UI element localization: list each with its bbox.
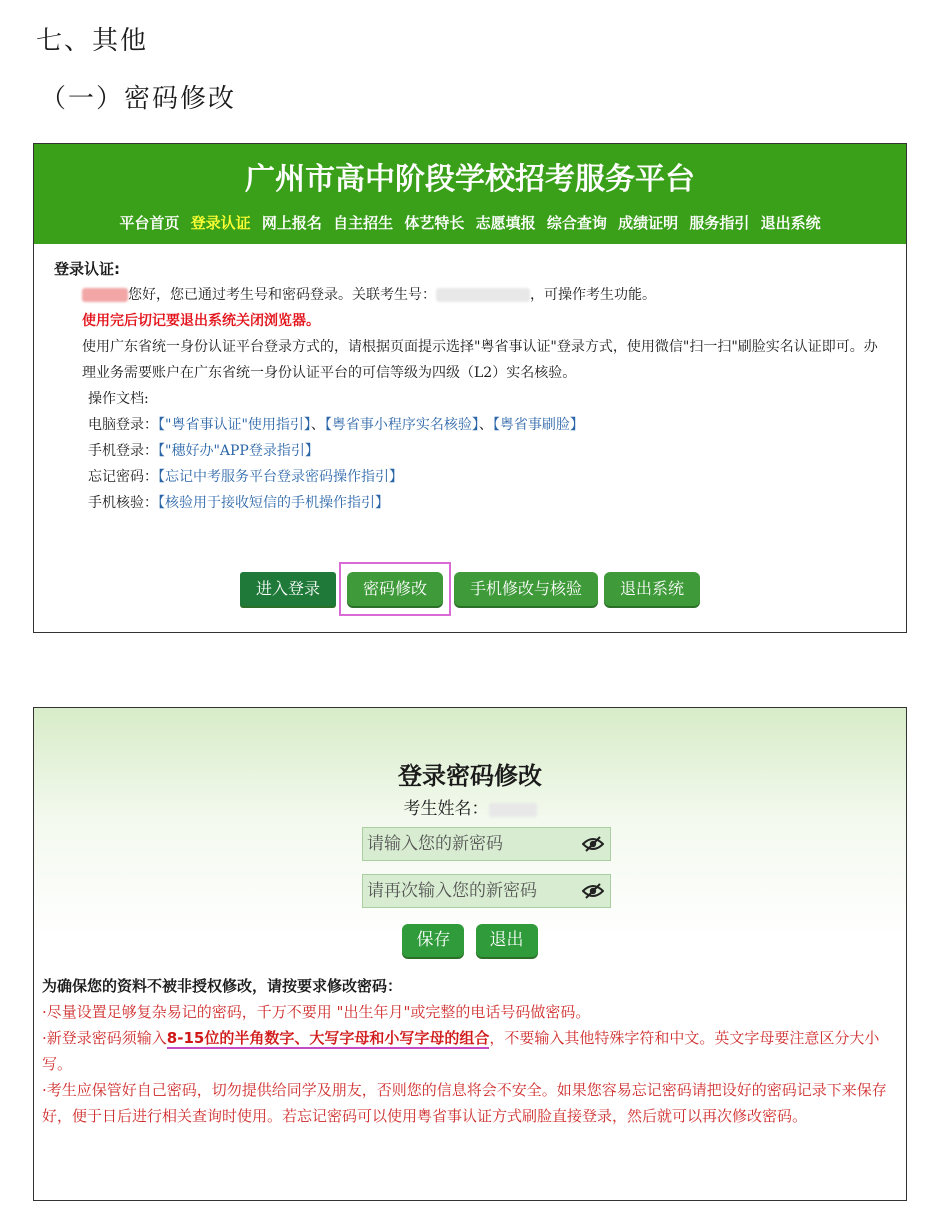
- rule-item: ·考生应保管好自己密码，切勿提供给同学及朋友，否则您的信息将会不安全。如果您容易忘记密码请把设好的密码记录下来保存好，便于日后进行相关查询时使用。若忘记密码可以使用粤省事认证方式刷脸直接登录，然后就可以再次修改密码。: [42, 1081, 887, 1125]
- change-password-button[interactable]: 密码修改: [347, 572, 443, 606]
- greeting-text: 您好，您已通过考生号和密码登录。关联考生号：: [128, 287, 436, 303]
- rule2-highlight: 8-15位的半角数字、大写字母和小写字母的组合: [166, 1029, 490, 1047]
- student-name-row: [34, 794, 906, 819]
- portal-nav: [34, 212, 906, 233]
- login-auth-panel: [54, 256, 886, 516]
- nav-item-preferences[interactable]: 志愿填报: [475, 214, 536, 232]
- rules-lead: 为确保您的资料不被非授权修改，请按要求修改密码：: [42, 977, 403, 995]
- password-rules: [42, 973, 896, 1129]
- redacted-student-name: [489, 803, 537, 817]
- logout-warning: 使用完后切记要退出系统关闭浏览器。: [82, 313, 320, 329]
- portal-screenshot: [33, 143, 907, 633]
- nav-item-service-guide[interactable]: 服务指引: [689, 214, 750, 232]
- forgot-password-row: [54, 464, 886, 490]
- yss-miniprogram-link[interactable]: 【粤省事小程序实名核验】: [324, 417, 479, 433]
- separator: 、: [478, 417, 493, 433]
- login-auth-title: 登录认证:: [54, 260, 120, 278]
- forgot-password-label: 忘记密码：: [88, 469, 158, 485]
- confirm-password-field[interactable]: [362, 874, 611, 908]
- auth-info: 使用广东省统一身份认证平台登录方式的，请根据页面提示选择"粤省事认证"登录方式，使用微信"扫一扫"刷脸实名认证即可。办理业务需要账户在广东省统一身份认证平台的可信等级为四级（L2）实名核验。: [82, 339, 878, 381]
- save-button[interactable]: 保存: [402, 924, 464, 957]
- password-change-title: 登录密码修改: [398, 762, 542, 790]
- shb-app-link[interactable]: 【"穗好办"APP登录指引】: [158, 443, 319, 459]
- section-heading: 七、其他: [36, 26, 149, 56]
- nav-item-independent-enrollment[interactable]: 自主招生: [333, 214, 394, 232]
- pc-login-row: [54, 412, 886, 438]
- eye-slash-icon[interactable]: [582, 882, 604, 905]
- nav-item-home[interactable]: 平台首页: [119, 214, 180, 232]
- mobile-login-row: [54, 438, 886, 464]
- rule2-start: ·新登录密码须输入: [42, 1029, 167, 1047]
- eye-slash-icon[interactable]: [582, 835, 604, 858]
- portal-actions: [34, 572, 906, 606]
- password-change-screenshot: [33, 707, 907, 1201]
- enter-login-button[interactable]: 进入登录: [240, 572, 336, 606]
- mobile-login-label: 手机登录：: [88, 443, 158, 459]
- portal-banner: [34, 144, 906, 244]
- nav-item-login-auth[interactable]: 登录认证: [190, 214, 251, 232]
- new-password-input[interactable]: [363, 828, 577, 860]
- greeting-text-end: ，可操作考生功能。: [530, 287, 656, 303]
- password-form-actions: [34, 924, 906, 957]
- nav-item-score-certificate[interactable]: 成绩证明: [618, 214, 679, 232]
- exit-button[interactable]: 退出: [476, 924, 538, 957]
- phone-verify-label: 手机核验：: [88, 495, 158, 511]
- redacted-name: [82, 288, 128, 302]
- logout-button[interactable]: 退出系统: [604, 572, 700, 606]
- rule2-end: ，不要输入其他特殊字符和中文。英文字母要注意区分大小写。: [42, 1029, 880, 1073]
- yss-face-link[interactable]: 【粤省事刷脸】: [492, 417, 584, 433]
- highlight-box: [339, 562, 451, 616]
- nav-item-logout[interactable]: 退出系统: [760, 214, 821, 232]
- student-name-label: 考生姓名：: [403, 799, 489, 819]
- nav-item-online-registration[interactable]: 网上报名: [261, 214, 322, 232]
- redacted-exam-number: [436, 288, 530, 302]
- rule-item: [42, 1025, 896, 1077]
- new-password-field[interactable]: [362, 827, 611, 861]
- confirm-password-input[interactable]: [363, 875, 577, 907]
- separator: 、: [310, 417, 325, 433]
- phone-verify-button[interactable]: 手机修改与核验: [454, 572, 598, 606]
- pc-login-label: 电脑登录：: [88, 417, 158, 433]
- portal-title: 广州市高中阶段学校招考服务平台: [245, 162, 695, 197]
- docs-label: 操作文档:: [88, 391, 149, 407]
- phone-verify-row: [54, 490, 886, 516]
- forgot-password-link[interactable]: 【忘记中考服务平台登录密码操作指引】: [158, 469, 403, 485]
- rule-item: ·尽量设置足够复杂易记的密码，千万不要用 "出生年月"或完整的电话号码做密码。: [42, 1003, 591, 1021]
- greeting-line: [54, 282, 886, 308]
- yss-guide-link[interactable]: 【"粤省事认证"使用指引】: [158, 417, 311, 433]
- nav-item-arts-sports[interactable]: 体艺特长: [404, 214, 465, 232]
- nav-item-query[interactable]: 综合查询: [546, 214, 607, 232]
- phone-verify-link[interactable]: 【核验用于接收短信的手机操作指引】: [158, 495, 389, 511]
- subsection-heading: （一）密码修改: [40, 84, 237, 114]
